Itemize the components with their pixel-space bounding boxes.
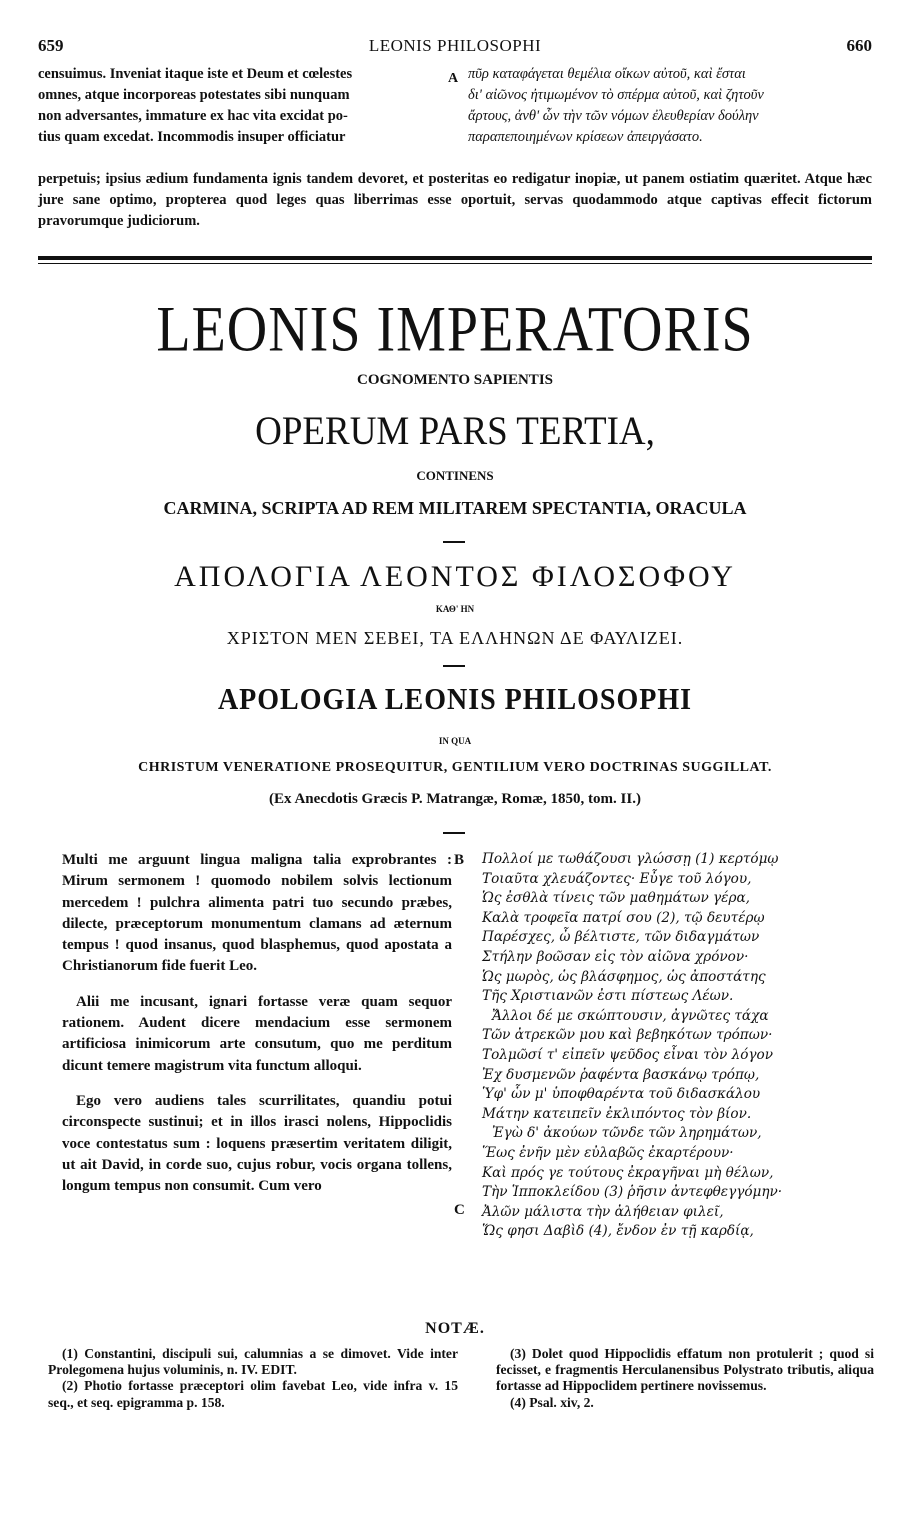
main-title: LEONIS IMPERATORIS [156, 294, 754, 366]
greek-verse: Τολμῶσί τ' εἰπεῖν ψεῦδος εἶναι τὸν λόγον [482, 1046, 773, 1063]
latin-paragraph: Multi me arguunt lingua maligna talia exprobrantes : Mirum sermonem ! quomodo nobilem solvis lectionum mercedem ! pulchra alimenta patri tuo secundo præbes, dilecte, præceptorum monumentum clamans ad æternum tempus ! quod insanus, quod blasphemus, quod apostata a Christianorum fide fuerit Leo. [62, 852, 452, 975]
greek-verse: Καλὰ τροφεῖα πατρί σου (2), τῷ δευτέρῳ [482, 909, 765, 926]
footnote: (3) Dolet quod Hippoclidis effatum non protulerit ; quod si fecisset, e fragmentis Herculanensibus Polystrato tributis, aliqua fortasse ad Hippoclidem pertinere novissemus. [496, 1346, 874, 1394]
notes-right-column [496, 1346, 874, 1411]
section-rule-thick [38, 256, 872, 260]
greek-verse: Πολλοί με τωθάζουσι γλώσσῃ (1) κερτόμῳ [482, 851, 779, 867]
page-number-left: 659 [38, 36, 64, 55]
text-line: omnes, atque incorporeas potestates sibi nunquam [38, 87, 350, 103]
running-title: LEONIS PHILOSOPHI [368, 36, 542, 55]
text-line: πῦρ καταφάγεται θεμέλια οἴκων αὐτοῦ, καὶ ἔσται [468, 66, 746, 82]
continens-line: CONTINENS [416, 468, 494, 483]
greek-verse: Ἕως ἐνῆν μὲν εὐλαβῶς ἐκαρτέρουν· [482, 1144, 734, 1161]
footnote: (2) Photio fortasse præceptori olim favebat Leo, vide infra v. 15 seq., et seq. epigramma p. 158. [48, 1378, 458, 1410]
footnote: (1) Constantini, discipuli sui, calumnias a se dimovet. Vide inter Prolegomena hujus voluminis, n. IV. EDIT. [48, 1346, 458, 1378]
greek-verse: Μάτην κατειπεῖν ἐκλιπόντος τὸν βίον. [482, 1105, 752, 1122]
text-line: non adversantes, immature ex hac vita excidat po- [38, 108, 348, 124]
greek-subtitle: ΧΡΙΣΤΟΝ ΜΕΝ ΣΕΒΕΙ, ΤΑ ΕΛΛΗΝΩΝ ΔΕ ΦΑΥΛΙΖΕΙ. [226, 628, 684, 648]
text-line: παραπεποιημένων κρίσεων ἀπειργάσατο. [468, 129, 703, 145]
greek-verse: Ἀλῶν μάλιστα τὴν ἀλήθειαν φιλεῖ, [482, 1203, 724, 1220]
text-line: δι' αἰῶνος ἠτιμωμένον τὸ σπέρμα αὐτοῦ, καὶ ζητοῦν [468, 87, 764, 103]
separator-dash [443, 665, 465, 667]
greek-verse: Ὥς φησι Δαβὶδ (4), ἔνδον ἐν τῇ καρδίᾳ, [482, 1223, 754, 1240]
text-line: ἄρτους, ἀνθ' ὧν τὴν τῶν νόμων ἐλευθερίαν δούλην [468, 108, 759, 124]
continuation-latin-full: perpetuis; ipsius ædium fundamenta ignis tandem devoret, et posteritas eo redigatur inopiæ, ut panem ostiatim quæritet. Atque hæc jure sane optimo, propterea quod leges quas liberrimas esse oportuit, servas quodammodo atque captivas effecit fictorum pravorumque judiciorum. [38, 171, 872, 229]
greek-verse: Τῶν ἀτρεκῶν μου καὶ βεβηκότων τρόπων· [482, 1027, 773, 1044]
greek-column [482, 850, 882, 1242]
greek-verse: Ὑφ' ὧν μ' ὑποφθαρέντα τοῦ διδασκάλου [482, 1086, 761, 1103]
latin-paragraph: Ego vero audiens tales scurrilitates, quandiu potui circonspecte sustinui; et in illos irasci nolens, Hippoclidis voce contestatus sum : loquens præsertim veritatem diligit, ut ait David, in corde suo, cujus robur, vocis organa tollens, longum tempus non consumit. Cum vero [62, 1092, 452, 1195]
greek-verse: Τοιαῦτα χλευάζοντες· Εὖγε τοῦ λόγου, [482, 870, 752, 887]
greek-verse: Ἐχ δυσμενῶν ῥαφέντα βασκάνῳ τρόπῳ, [482, 1066, 760, 1083]
greek-verse: Ὡς ἐσθλὰ τίνεις τῶν μαθημάτων γέρα, [482, 890, 750, 907]
margin-letter-c: C [454, 1202, 465, 1218]
notes-heading: NOTÆ. [425, 1320, 485, 1337]
margin-letter-b: B [454, 852, 465, 868]
text-line: tius quam excedat. Incommodis insuper officiatur [38, 129, 346, 145]
separator-dash [443, 541, 465, 543]
continuation-greek-column [468, 64, 872, 148]
separator-dash [443, 832, 465, 834]
cognomento-line: COGNOMENTO SAPIENTIS [356, 372, 553, 388]
greek-title: ΑΠΟΛΟΓΙΑ ΛΕΟΝΤΟΣ ΦΙΛΟΣΟΦΟΥ [174, 560, 736, 593]
continuation-latin-column [38, 64, 442, 148]
greek-verse: Ὡς μωρὸς, ὡς βλάσφημος, ὡς ἀποστάτης [482, 968, 766, 985]
source-line: (Ex Anecdotis Græcis P. Matrangæ, Romæ, 1850, tom. II.) [269, 791, 641, 807]
margin-letter-a: A [448, 71, 459, 86]
section-rule-thin [38, 263, 872, 264]
notes-left-column [48, 1346, 458, 1411]
latin-paragraph: Alii me incusant, ignari fortasse veræ quam sequor rationem. Audent dicere mendacium esse sermonem artificiosa inimicorum arte consutum, quo me perditum dicunt temere magistrum vita functum alloqui. [62, 993, 452, 1074]
latin-column [62, 850, 452, 1211]
greek-verse: Ἐγὼ δ' ἀκούων τῶνδε τῶν ληρημάτων, [492, 1125, 762, 1142]
page-number-right: 660 [846, 36, 872, 55]
in-qua-line: IN QUA [438, 736, 472, 746]
latin-title: APOLOGIA LEONIS PHILOSOPHI [217, 682, 693, 717]
greek-verse: Στήλην βοῶσαν εἰς τὸν αἰῶνα χρόνον· [482, 948, 749, 965]
contents-line: CARMINA, SCRIPTA AD REM MILITAREM SPECTANTIA, ORACULA [163, 498, 747, 518]
operum-title: OPERUM PARS TERTIA, [255, 408, 655, 455]
running-header [38, 36, 872, 58]
footnote: (4) Psal. xiv, 2. [510, 1394, 594, 1410]
greek-verse: Ἄλλοι δέ με σκώπτουσιν, ἀγνῶτες τάχα [492, 1007, 769, 1024]
greek-verse: Καὶ πρός γε τούτους ἐκραγῆναι μὴ θέλων, [482, 1164, 774, 1181]
kath-line: ΚΑΘ' ΗΝ [435, 604, 475, 614]
text-line: censuimus. Inveniat itaque iste et Deum et cœlestes [38, 66, 353, 82]
greek-verse: Παρέσχες, ὦ βέλτιστε, τῶν διδαγμάτων [482, 929, 760, 946]
greek-verse: Τῆς Χριστιανῶν ἐστι πίστεως Λέων. [482, 988, 734, 1005]
greek-verse: Τὴν Ἱπποκλείδου (3) ῥῆσιν ἀντεφθεγγόμην· [482, 1184, 783, 1201]
latin-subtitle: CHRISTUM VENERATIONE PROSEQUITUR, GENTILIUM VERO DOCTRINAS SUGGILLAT. [138, 760, 772, 775]
